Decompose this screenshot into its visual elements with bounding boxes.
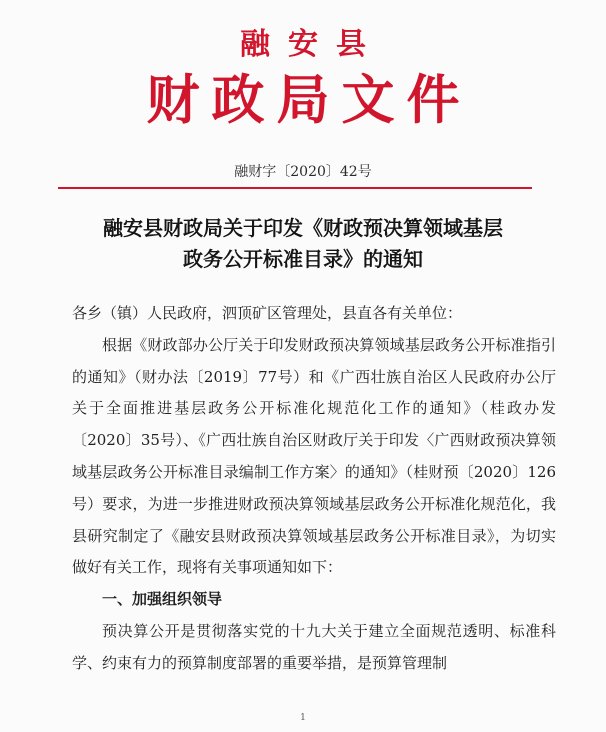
red-divider-line <box>58 187 532 189</box>
notice-title-line-1: 融安县财政局关于印发《财政预决算领域基层 <box>103 216 503 240</box>
section-heading: 一、加强组织领导 <box>102 590 223 609</box>
document-number: 融财字〔2020〕42号 <box>234 164 372 180</box>
paragraph: 预决算公开是贯彻落实党的十九大关于建立全面规范透明、标准科学、约束有力的预算制度部署的重要举措，是预算管理制 <box>72 621 556 672</box>
issuer-document-title: 财政局文件 <box>146 69 472 131</box>
issuer-county: 融安县 <box>240 27 384 62</box>
notice-title <box>40 213 566 275</box>
notice-title-line-2: 政务公开标准目录》的通知 <box>183 247 423 271</box>
page-number: 1 <box>300 713 306 723</box>
document-body <box>72 298 556 680</box>
paragraph: 根据《财政部办公厅关于印发财政预决算领域基层政务公开标准指引的通知》（财办法〔2019〕77号）和《广西壮族自治区人民政府办公厅关于全面推进基层政务公开标准化规范化工作的通知》（桂政办发〔2020〕35号）、《广西壮族自治区财政厅关于印发〈广西财政预决算领域基层政务公开标准目录编制工作方案〉的通知》（桂财预〔2020〕126号）要求，为进一步推进财政预决算领域基层政务公开标准化规范化，我县研究制定了《融安县财政预决算领域基层政务公开标准目录》，为切实做好有关工作，现将有关事项通知如下： <box>72 335 556 577</box>
addressee: 各乡（镇）人民政府，泗顶矿区管理处，县直各有关单位： <box>72 304 463 322</box>
